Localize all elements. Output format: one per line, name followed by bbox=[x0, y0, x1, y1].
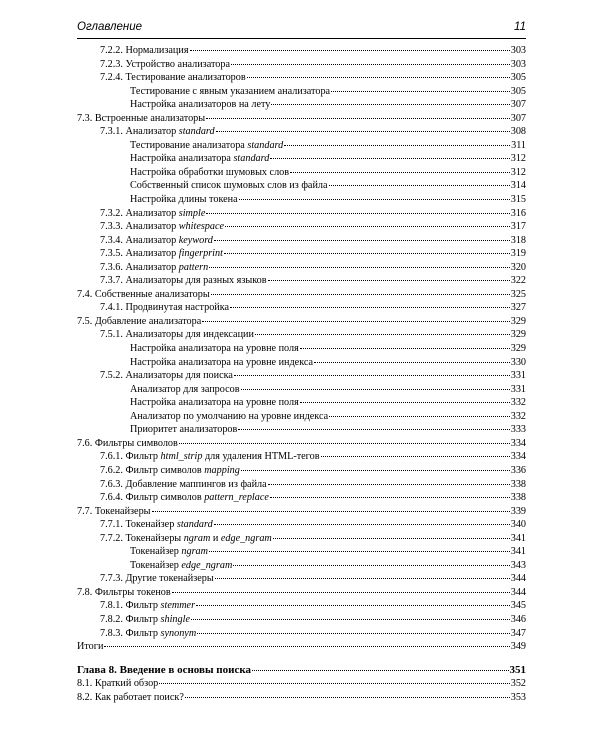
toc-entry-number: 7.7. bbox=[77, 505, 95, 517]
dot-leader bbox=[238, 429, 509, 430]
toc-page-number: 327 bbox=[510, 302, 526, 314]
toc-page-number: 334 bbox=[510, 437, 526, 449]
toc-entry[interactable] bbox=[77, 450, 526, 464]
toc-entry-title: Добавление маппингов из файла bbox=[125, 478, 267, 490]
toc-page-number: 352 bbox=[510, 678, 526, 690]
toc-entry[interactable] bbox=[77, 518, 526, 532]
toc-entry-title: Настройка длины токена bbox=[130, 194, 238, 206]
toc-entry[interactable] bbox=[77, 139, 526, 153]
toc-entry[interactable] bbox=[77, 356, 526, 370]
dot-leader bbox=[270, 158, 509, 159]
dot-leader bbox=[191, 619, 510, 620]
toc-entry-title: Настройка анализатора на уровне поля bbox=[130, 397, 299, 409]
toc-entry-title: Анализатор pattern bbox=[125, 261, 209, 273]
toc-page-number: 325 bbox=[510, 288, 526, 300]
toc-entry-title: Анализаторы для разных языков bbox=[125, 275, 267, 287]
toc-entry[interactable] bbox=[77, 179, 526, 193]
toc-entry[interactable] bbox=[77, 220, 526, 234]
toc-page-number: 320 bbox=[510, 261, 526, 273]
toc-entry[interactable] bbox=[77, 328, 526, 342]
toc-entry[interactable] bbox=[77, 423, 526, 437]
toc-entry-title: Собственный список шумовых слов из файла bbox=[130, 180, 328, 192]
toc-page-number: 319 bbox=[510, 248, 526, 260]
toc-page-number: 341 bbox=[510, 546, 526, 558]
dot-leader bbox=[230, 307, 510, 308]
toc-entry-number: 7.6.4. bbox=[100, 492, 126, 504]
toc-entry-number: 7.6.3. bbox=[100, 478, 126, 490]
toc-page-number: 317 bbox=[510, 221, 526, 233]
toc-entry-number: 7.2.4. bbox=[100, 72, 126, 84]
toc-entry-title: Устройство анализатора bbox=[125, 58, 230, 70]
dot-leader bbox=[331, 91, 510, 92]
running-header bbox=[77, 20, 526, 39]
toc-entry-number: 7.4.1. bbox=[100, 302, 126, 314]
toc-entry-title: Фильтр shingle bbox=[125, 613, 190, 625]
toc-entry[interactable] bbox=[77, 98, 526, 112]
toc-entry-number: 7.7.1. bbox=[100, 519, 126, 531]
toc-page-number: 340 bbox=[510, 519, 526, 531]
toc-entry-title: Токенайзер edge_ngram bbox=[130, 559, 233, 571]
toc-page-number: 303 bbox=[510, 45, 526, 56]
toc-page-number: 331 bbox=[510, 370, 526, 382]
toc-page-number: 346 bbox=[510, 613, 526, 625]
toc-entry-number: 7.5.2. bbox=[100, 370, 126, 382]
dot-leader bbox=[209, 267, 510, 268]
toc-entry-title: Тестирование анализатора standard bbox=[130, 139, 284, 151]
toc-page-number: 333 bbox=[510, 424, 526, 436]
dot-leader bbox=[268, 280, 510, 281]
dot-leader bbox=[255, 334, 510, 335]
toc-entry-title: Анализаторы для поиска bbox=[125, 370, 233, 382]
toc-entry-title: Фильтр html_strip для удаления HTML-тегов bbox=[125, 451, 320, 463]
toc-page-number: 331 bbox=[510, 383, 526, 395]
toc-entry-title: Анализаторы для индексации bbox=[125, 329, 254, 341]
toc-entry-title: Фильтры токенов bbox=[94, 586, 171, 598]
toc-entry[interactable] bbox=[77, 572, 526, 586]
toc-page-number: 307 bbox=[510, 112, 526, 124]
toc-entry-number: 7.3.1. bbox=[100, 126, 126, 138]
toc-page-number: 305 bbox=[510, 72, 526, 84]
toc-entry-title: Токенайзеры bbox=[94, 505, 151, 517]
dot-leader bbox=[314, 362, 510, 363]
toc-page-number: 341 bbox=[510, 532, 526, 544]
dot-leader bbox=[172, 592, 510, 593]
toc-page-number: 332 bbox=[510, 397, 526, 409]
toc-entry-title: Настройка анализаторов на лету bbox=[130, 99, 271, 111]
toc-entry[interactable] bbox=[77, 369, 526, 383]
toc-entry[interactable] bbox=[77, 691, 526, 705]
toc-entry-title: Анализатор по умолчанию на уровне индекса bbox=[130, 410, 329, 422]
toc-page-number: 307 bbox=[510, 99, 526, 111]
toc-entry[interactable] bbox=[77, 58, 526, 72]
toc-entry-title: Токенайзер standard bbox=[125, 519, 213, 531]
toc-entry-title: Продвинутая настройка bbox=[125, 302, 230, 314]
toc-entry[interactable] bbox=[77, 545, 526, 559]
toc-entry-number: 7.8.2. bbox=[100, 613, 126, 625]
dot-leader bbox=[268, 484, 510, 485]
dot-leader bbox=[214, 524, 510, 525]
toc-entry-number: 7.8.1. bbox=[100, 600, 126, 612]
dot-leader bbox=[300, 348, 510, 349]
toc-entry-title: Настройка обработки шумовых слов bbox=[130, 166, 290, 178]
toc-entry[interactable] bbox=[77, 301, 526, 315]
dot-leader bbox=[216, 131, 510, 132]
toc-entry[interactable] bbox=[77, 383, 526, 397]
toc-entry-title: Токенайзер ngram bbox=[130, 546, 208, 558]
dot-leader bbox=[233, 565, 509, 566]
toc-entry-number: 7.3.3. bbox=[100, 221, 126, 233]
toc-entry-title: Фильтр символов pattern_replace bbox=[125, 492, 269, 504]
toc-page-number: 316 bbox=[510, 207, 526, 219]
dot-leader bbox=[270, 497, 510, 498]
toc-entry-title: Добавление анализатора bbox=[94, 315, 202, 327]
toc-entry[interactable] bbox=[77, 627, 526, 641]
toc-page-number: 318 bbox=[510, 234, 526, 246]
toc-entry[interactable] bbox=[77, 193, 526, 207]
dot-leader bbox=[241, 389, 510, 390]
toc-page-number: 336 bbox=[510, 464, 526, 476]
toc-entry-number: 7.3.6. bbox=[100, 261, 126, 273]
toc-entry[interactable] bbox=[77, 152, 526, 166]
toc-entry-title: Анализатор для запросов bbox=[130, 383, 240, 395]
toc-entry-title: Фильтр stemmer bbox=[125, 600, 196, 612]
dot-leader bbox=[290, 172, 510, 173]
toc-entry[interactable] bbox=[77, 261, 526, 275]
toc-page-number: 303 bbox=[510, 58, 526, 70]
dot-leader bbox=[209, 551, 510, 552]
dot-leader bbox=[179, 443, 510, 444]
toc-entry[interactable] bbox=[77, 71, 526, 85]
toc-chapter-entry[interactable] bbox=[77, 664, 526, 678]
dot-leader bbox=[234, 375, 510, 376]
toc-entry[interactable] bbox=[77, 559, 526, 573]
toc-entry-number: 7.3. bbox=[77, 112, 95, 124]
dot-leader bbox=[300, 402, 510, 403]
dot-leader bbox=[225, 226, 510, 227]
toc-page-number: 344 bbox=[510, 586, 526, 598]
toc-page-number: 343 bbox=[510, 559, 526, 571]
toc-entry[interactable] bbox=[77, 437, 526, 451]
toc-entry[interactable] bbox=[77, 532, 526, 546]
toc-entry-number: 7.8. bbox=[77, 586, 95, 598]
dot-leader bbox=[206, 213, 509, 214]
toc-page-number: 338 bbox=[510, 478, 526, 490]
toc-page-number: 345 bbox=[510, 600, 526, 612]
dot-leader bbox=[241, 470, 510, 471]
dot-leader bbox=[271, 104, 509, 105]
toc-spacer bbox=[77, 654, 526, 664]
toc-page-number: 332 bbox=[510, 410, 526, 422]
dot-leader bbox=[185, 697, 510, 698]
toc-entry-title: Фильтр synonym bbox=[125, 627, 197, 639]
toc-entry-title: Собственные анализаторы bbox=[94, 288, 210, 300]
toc-entry-title: Нормализация bbox=[125, 45, 189, 56]
toc-page-number: 353 bbox=[510, 691, 526, 703]
toc-page-number: 329 bbox=[510, 315, 526, 327]
toc-entry-number: 7.7.3. bbox=[100, 573, 126, 585]
dot-leader bbox=[190, 50, 510, 51]
dot-leader bbox=[321, 456, 510, 457]
toc-entry[interactable] bbox=[77, 586, 526, 600]
toc-entry-title: Другие токенайзеры bbox=[125, 573, 214, 585]
toc-entry-title: Итоги bbox=[77, 641, 104, 653]
dot-leader bbox=[196, 605, 510, 606]
toc-page-number: 334 bbox=[510, 451, 526, 463]
toc-entry-title: Анализатор standard bbox=[125, 126, 215, 138]
toc-entry[interactable] bbox=[77, 315, 526, 329]
dot-leader bbox=[202, 321, 509, 322]
toc-entry[interactable] bbox=[77, 234, 526, 248]
toc-entry-number: 7.6.2. bbox=[100, 464, 126, 476]
table-of-contents bbox=[77, 44, 526, 704]
dot-leader bbox=[231, 64, 510, 65]
header-page-number: 11 bbox=[514, 21, 526, 33]
toc-entry-number: 7.3.4. bbox=[100, 234, 126, 246]
dot-leader bbox=[206, 118, 510, 119]
toc-entry[interactable] bbox=[77, 247, 526, 261]
dot-leader bbox=[152, 511, 510, 512]
toc-entry-number: 7.8.3. bbox=[100, 627, 126, 639]
toc-entry-number: 7.7.2. bbox=[100, 532, 126, 544]
toc-page-number: 329 bbox=[510, 329, 526, 341]
toc-entry[interactable] bbox=[77, 125, 526, 139]
toc-page-number: 338 bbox=[510, 492, 526, 504]
dot-leader bbox=[215, 578, 510, 579]
dot-leader bbox=[159, 683, 509, 684]
toc-entry-number: 7.5.1. bbox=[100, 329, 126, 341]
toc-entry-title: Анализатор simple bbox=[125, 207, 206, 219]
toc-entry-number: 7.2.2. bbox=[100, 45, 126, 56]
toc-entry-number: 7.6.1. bbox=[100, 451, 126, 463]
toc-entry[interactable] bbox=[77, 342, 526, 356]
toc-entry[interactable] bbox=[77, 491, 526, 505]
dot-leader bbox=[284, 145, 510, 146]
toc-entry[interactable] bbox=[77, 288, 526, 302]
toc-entry-number: 7.5. bbox=[77, 315, 95, 327]
dot-leader bbox=[329, 185, 510, 186]
toc-entry-title: Глава 8. Введение в основы поиска bbox=[77, 663, 252, 676]
toc-page-number: 314 bbox=[510, 180, 526, 192]
toc-entry-title: Встроенные анализаторы bbox=[94, 112, 206, 124]
toc-page-number: 330 bbox=[510, 356, 526, 368]
dot-leader bbox=[252, 670, 508, 671]
toc-page-number: 349 bbox=[510, 641, 526, 653]
toc-entry[interactable] bbox=[77, 478, 526, 492]
toc-entry-title: Анализатор whitespace bbox=[125, 221, 225, 233]
toc-entry-title: Токенайзеры ngram и edge_ngram bbox=[125, 532, 272, 544]
toc-entry-title: Приоритет анализаторов bbox=[130, 424, 238, 436]
toc-entry-title: Тестирование с явным указанием анализатора bbox=[130, 85, 331, 97]
toc-page-number: 339 bbox=[510, 505, 526, 517]
toc-entry-title: Настройка анализатора standard bbox=[130, 153, 270, 165]
dot-leader bbox=[273, 538, 510, 539]
toc-entry-title: Настройка анализатора на уровне индекса bbox=[130, 356, 314, 368]
dot-leader bbox=[211, 294, 510, 295]
toc-entry-title: Фильтр символов mapping bbox=[125, 464, 240, 476]
toc-page-number: 305 bbox=[510, 85, 526, 97]
toc-page-number: 312 bbox=[510, 153, 526, 165]
toc-entry-title: Тестирование анализаторов bbox=[125, 72, 246, 84]
toc-page-number: 312 bbox=[510, 166, 526, 178]
dot-leader bbox=[239, 199, 510, 200]
toc-entry[interactable] bbox=[77, 640, 526, 654]
toc-entry[interactable] bbox=[77, 274, 526, 288]
toc-page-number: 329 bbox=[510, 343, 526, 355]
toc-entry-number: 7.3.5. bbox=[100, 248, 126, 260]
toc-entry[interactable] bbox=[77, 505, 526, 519]
toc-entry[interactable] bbox=[77, 464, 526, 478]
toc-entry-number: 7.3.2. bbox=[100, 207, 126, 219]
toc-entry-number: 7.2.3. bbox=[100, 58, 126, 70]
toc-entry-number: 7.4. bbox=[77, 288, 95, 300]
toc-entry-title: Фильтры символов bbox=[94, 437, 178, 449]
toc-page-number: 322 bbox=[510, 275, 526, 287]
dot-leader bbox=[214, 240, 510, 241]
toc-entry-title: Анализатор fingerprint bbox=[125, 248, 223, 260]
toc-page-number: 311 bbox=[511, 139, 526, 151]
toc-page-number: 344 bbox=[510, 573, 526, 585]
dot-leader bbox=[224, 253, 510, 254]
toc-entry[interactable] bbox=[77, 207, 526, 221]
toc-entry[interactable] bbox=[77, 677, 526, 691]
toc-entry-number: 8.1. bbox=[77, 678, 95, 690]
toc-entry-number: 7.6. bbox=[77, 437, 95, 449]
toc-page-number: 308 bbox=[510, 126, 526, 138]
toc-entry[interactable] bbox=[77, 44, 526, 58]
toc-entry-number: 8.2. bbox=[77, 691, 95, 703]
toc-entry-title: Анализатор keyword bbox=[125, 234, 213, 246]
toc-entry-title: Как работает поиск? bbox=[94, 691, 184, 703]
toc-page-number: 351 bbox=[509, 663, 526, 676]
toc-entry[interactable] bbox=[77, 599, 526, 613]
toc-entry[interactable] bbox=[77, 85, 526, 99]
dot-leader bbox=[247, 77, 510, 78]
toc-entry-title: Краткий обзор bbox=[94, 678, 159, 690]
toc-entry[interactable] bbox=[77, 613, 526, 627]
toc-entry[interactable] bbox=[77, 112, 526, 126]
dot-leader bbox=[104, 646, 509, 647]
toc-entry-title: Настройка анализатора на уровне поля bbox=[130, 343, 299, 355]
dot-leader bbox=[329, 416, 510, 417]
toc-entry[interactable] bbox=[77, 166, 526, 180]
toc-page-number: 347 bbox=[510, 627, 526, 639]
toc-page-number: 315 bbox=[510, 194, 526, 206]
toc-entry[interactable] bbox=[77, 396, 526, 410]
dot-leader bbox=[197, 633, 510, 634]
toc-entry[interactable] bbox=[77, 410, 526, 424]
toc-entry-number: 7.3.7. bbox=[100, 275, 126, 287]
header-title: Оглавление bbox=[77, 21, 142, 33]
